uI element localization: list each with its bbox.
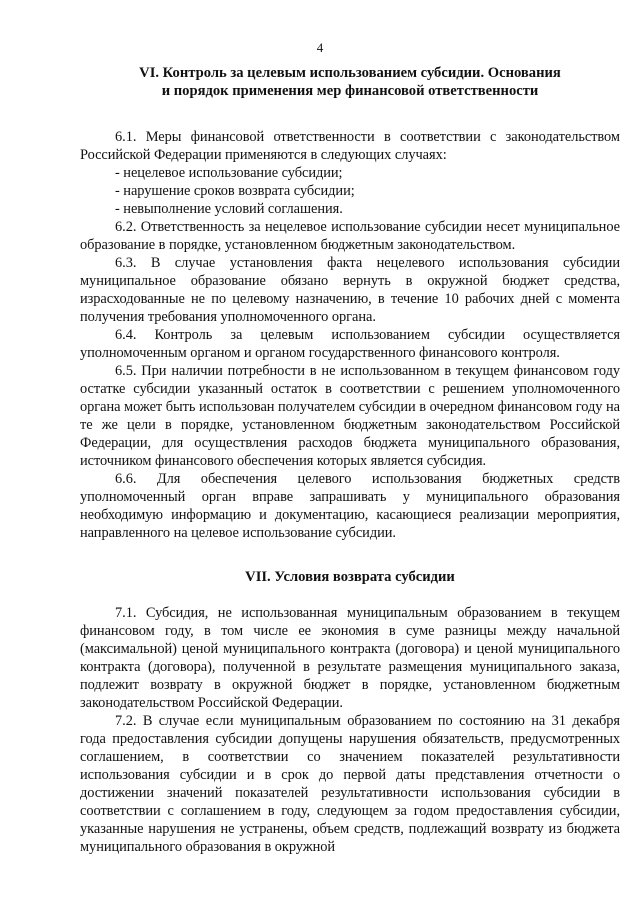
paragraph-7-2: 7.2. В случае если муниципальным образованием по состоянию на 31 декабря года предоставления субсидии допущены нарушения обязательств, предусмотренных соглашением, в соответствии со значением показателей результативности использования субсидии и в срок до первой даты представления отчетности о достижении значений показателей результативности использования субсидии в соответствии с соглашением в году, следующем за годом предоставления субсидии, указанные нарушения не устранены, объем средств, подлежащий возврату из бюджета муниципального образования в окружной [80,713,620,855]
paragraph-6-1: 6.1. Меры финансовой ответственности в соответствии с законодательством Российской Федерации применяются в следующих случаях: [80,129,620,163]
list-item-agreement-breach: - невыполнение условий соглашения. [115,201,343,217]
paragraph-6-4: 6.4. Контроль за целевым использованием субсидии осуществляется уполномоченным органом и органом государственного финансового контроля. [80,327,620,361]
section-7 [80,568,620,856]
section-7-title: VII. Условия возврата субсидии [245,569,455,585]
paragraph-7-1: 7.1. Субсидия, не использованная муниципальным образованием в текущем финансовом году, в том числе ее экономия в суме разницы между начальной (максимальной) ценой муниципального контракта (договора) и ценой муниципального контракта (договора), полученной в результате размещения муниципального заказа, подлежит возврату в окружной бюджет в порядке, установленном бюджетным законодательством Российской Федерации. [80,605,620,711]
section-6-title-line-2: и порядок применения мер финансовой ответственности [161,83,539,99]
paragraph-6-3: 6.3. В случае установления факта нецелевого использования субсидии муниципальное образование обязано вернуть в окружной бюджет средства, израсходованные не по целевому назначению, в течение 10 рабочих дней с момента получения требования уполномоченного органа. [80,255,620,325]
paragraph-6-5: 6.5. При наличии потребности в не использованном в текущем финансовом году остатке субсидии указанный остаток в соответствии с решением уполномоченного органа может быть использован получателем субсидии в очередном финансовом году на те же цели в порядке, установленном бюджетным законодательством Российской Федерации, для осуществления расходов бюджета муниципального образования, источником финансового обеспечения которых является субсидия. [80,363,620,469]
list-item-deadline-violation: - нарушение сроков возврата субсидии; [115,183,355,199]
paragraph-6-6: 6.6. Для обеспечения целевого использования бюджетных средств уполномоченный орган вправе запрашивать у муниципального образования необходимую информацию и документацию, касающиеся реализации мероприятия, направленного на целевое использование субсидии. [80,471,620,541]
section-6-title-line-1: VI. Контроль за целевым использованием субсидии. Основания [139,65,561,81]
paragraph-6-2: 6.2. Ответственность за нецелевое использование субсидии несет муниципальное образование в порядке, установленном бюджетным законодательством. [80,219,620,253]
section-6 [80,64,620,542]
list-item-misuse: - нецелевое использование субсидии; [115,165,343,181]
page-number: 4 [316,40,324,55]
section-6-title [80,64,620,100]
